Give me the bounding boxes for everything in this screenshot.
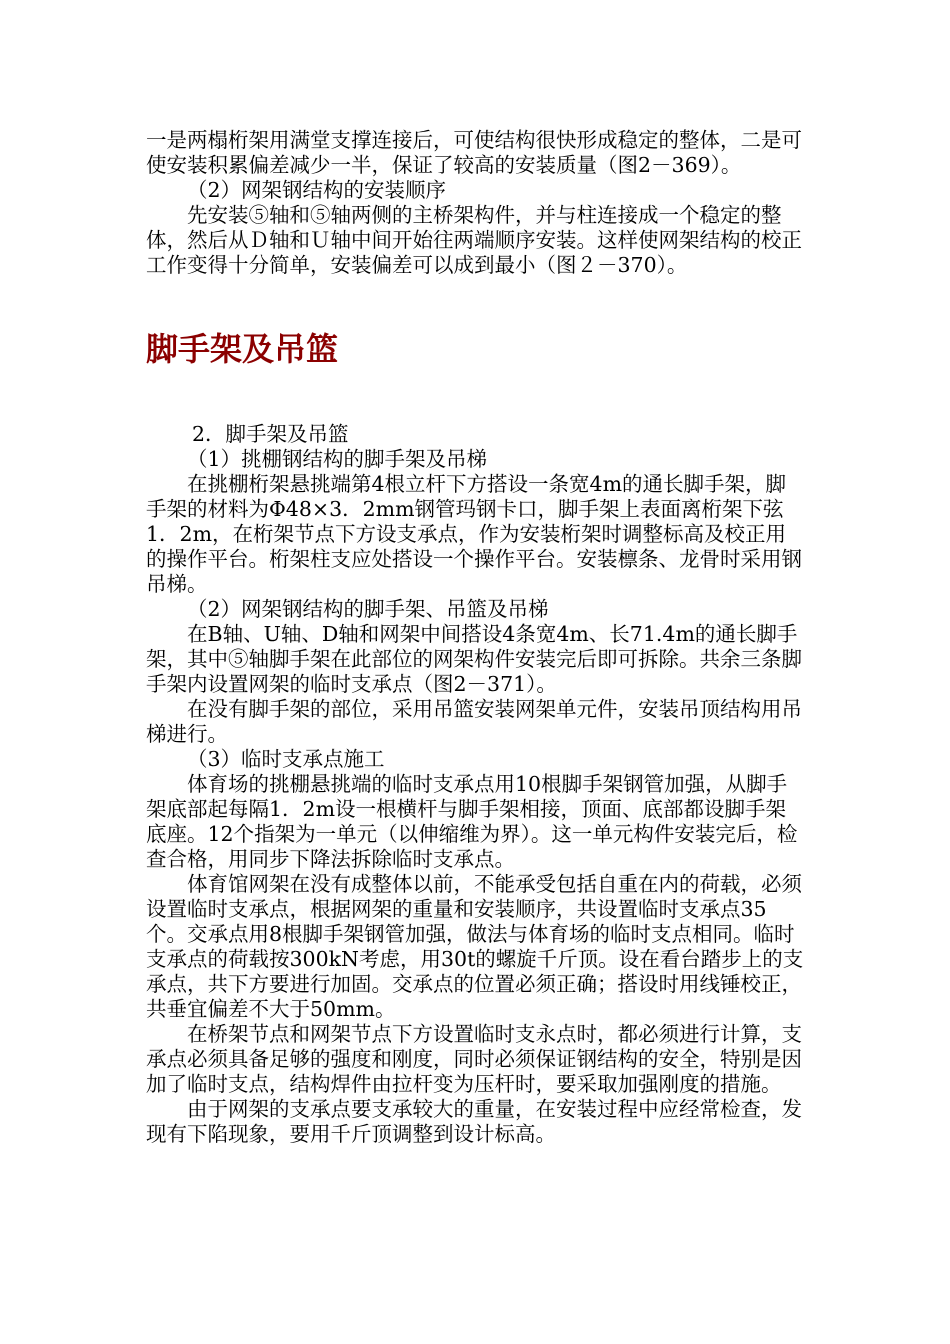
top-text-section (146, 128, 806, 278)
numbered-heading: 2．脚手架及吊篮 (192, 422, 349, 446)
paragraph: 体育馆网架在没有成整体以前，不能承受包括自重在内的荷载，必须设置临时支承点，根据网架的重量和安装顺序，共设置临时支承点35个。交承点用8根脚手架钢管加强，做法与体育场的临时支点相同。临时支承点的荷载按300kN考虑，用30t的螺旋千斤顶。设在看台踏步上的支承点，共下方要进行加固。交承点的位置必须正确；搭设时用线锤校正，共垂宜偏差不大于50mm。 (146, 872, 804, 1021)
paragraph: 一是两榻桁架用满堂支撑连接后，可使结构很快形成稳定的整体，二是可使安装积累偏差减少一半，保证了较高的安装质量（图2－369）。 (146, 128, 802, 177)
paragraph: 由于网架的支承点要支承较大的重量，在安装过程中应经常检查，发现有下陷现象，要用千斤顶调整到设计标高。 (146, 1097, 802, 1146)
section-heading: 脚手架及吊篮 (146, 330, 339, 368)
paragraph: 在B轴、U轴、D轴和网架中间搭设4条宽4m、长71.4m的通长脚手架，其中⑤轴脚手架在此部位的网架构件安装完后即可拆除。共余三条脚手架内设置网架的临时支承点（图2－371）。 (146, 622, 802, 696)
main-text-section (146, 422, 806, 1147)
subheading: （1）挑棚钢结构的脚手架及吊梯 (187, 447, 488, 471)
subheading: （2）网架钢结构的安装顺序 (187, 178, 447, 202)
subheading: （3）临时支承点施工 (187, 747, 385, 771)
subheading: （2）网架钢结构的脚手架、吊篮及吊梯 (187, 597, 549, 621)
paragraph: 体育场的挑棚悬挑端的临时支承点用10根脚手架钢管加强，从脚手架底部起每隔1．2m设一根横杆与脚手架相接，顶面、底部都设脚手架底座。12个指架为一单元（以伸缩维为界）。这一单元构件安装完后，检查合格，用同步下降法拆除临时支承点。 (146, 772, 798, 871)
paragraph: 先安装⑤轴和⑤轴两侧的主桥架构件，并与柱连接成一个稳定的整体，然后从Ｄ轴和Ｕ轴中间开始往两端顺序安装。这样使网架结构的校正工作变得十分简单，安装偏差可以成到最小（图２－370）。 (146, 203, 802, 277)
paragraph: 在桥架节点和网架节点下方设置临时支永点时，都必须进行计算，支承点必须具备足够的强度和刚度，同时必须保证钢结构的安全，特别是因加了临时支点，结构焊件由拉杆变为压杆时，要采取加强刚度的措施。 (146, 1022, 802, 1096)
paragraph: 在没有脚手架的部位，采用吊篮安装网架单元件，安装吊顶结构用吊梯进行。 (146, 697, 802, 746)
paragraph: 在挑棚桁架悬挑端第4根立杆下方搭设一条宽4m的通长脚手架，脚手架的材料为Φ48×3．2mm钢管玛钢卡口，脚手架上表面离桁架下弦1．2m，在桁架节点下方设支承点，作为安装桁架时调整标高及校正用的操作平台。桁架柱支应处搭设一个操作平台。安装檩条、龙骨时采用钢吊梯。 (146, 472, 802, 596)
